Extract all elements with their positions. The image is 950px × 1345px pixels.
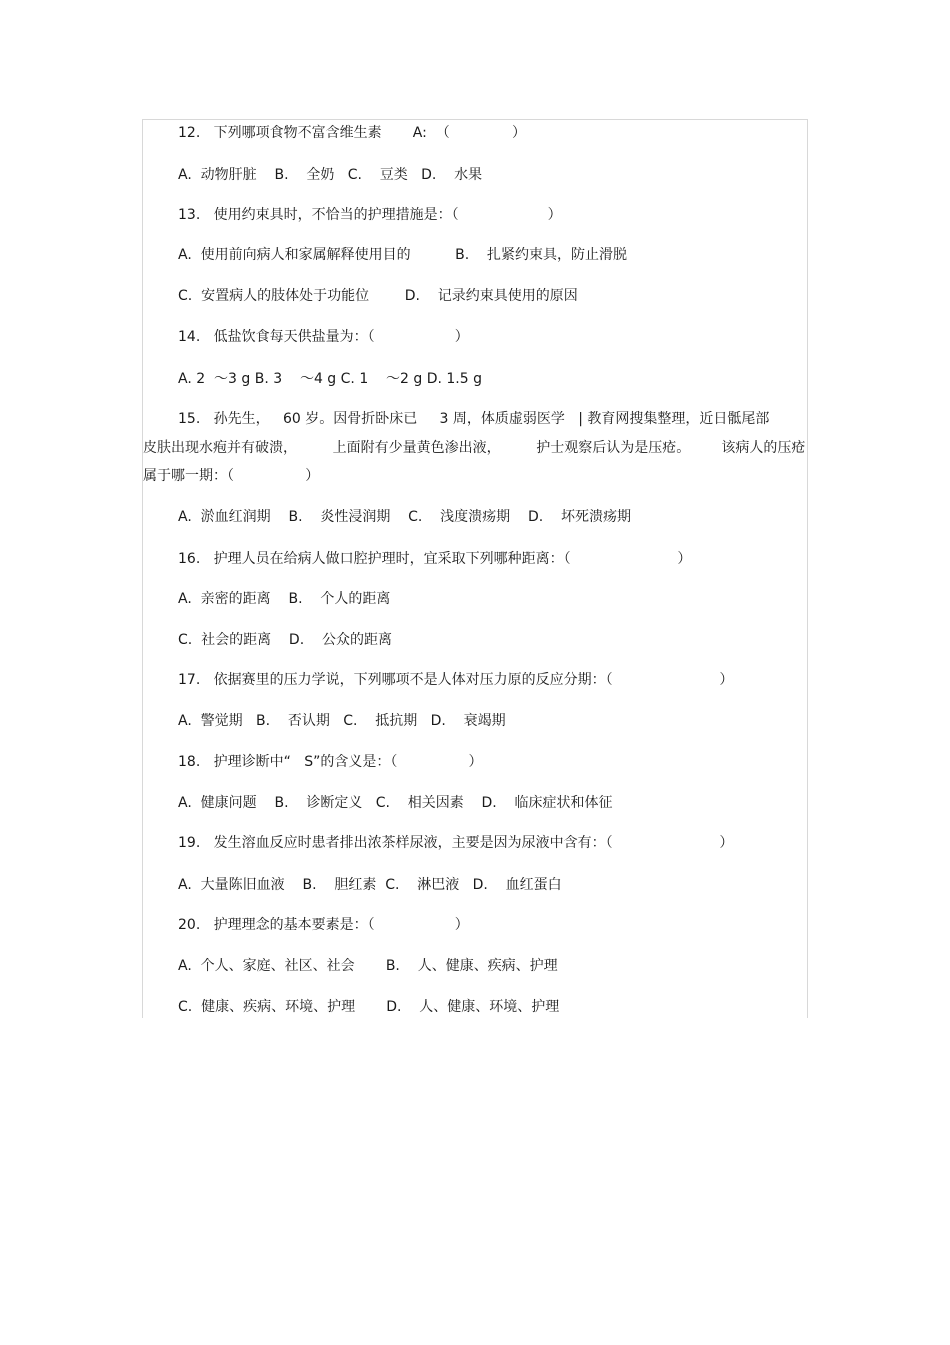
line-q12-options: A. 动物肝脏 B. 全奶 C. 豆类 D. 水果 — [178, 167, 483, 183]
line-q15-part3: 属于哪一期：（ ） — [143, 468, 320, 484]
line-q16: 16. 护理人员在给病人做口腔护理时，宜采取下列哪种距离：（ ） — [178, 551, 692, 567]
line-q17-options: A. 警觉期 B. 否认期 C. 抵抗期 D. 衰竭期 — [178, 713, 506, 729]
line-q13-options-ab: A. 使用前向病人和家属解释使用目的 B. 扎紧约束具，防止滑脱 — [178, 247, 628, 263]
line-q15-part2: 皮肤出现水疱并有破溃， 上面附有少量黄色渗出液， 护士观察后认为是压疮。 该病人的压疮 — [143, 440, 806, 456]
line-q20-options-ab: A. 个人、家庭、社区、社会 B. 人、健康、疾病、护理 — [178, 958, 558, 974]
line-q17: 17. 依据赛里的压力学说，下列哪项不是人体对压力原的反应分期：（ ） — [178, 672, 734, 688]
line-q15-part1: 15. 孙先生， 60 岁。因骨折卧床已 3 周，体质虚弱医学 | 教育网搜集整理，近日骶尾部 — [178, 411, 770, 427]
line-q16-options-cd: C. 社会的距离 D. 公众的距离 — [178, 632, 392, 648]
line-q18: 18. 护理诊断中“ S”的含义是：（ ） — [178, 754, 483, 770]
line-q16-options-ab: A. 亲密的距离 B. 个人的距离 — [178, 591, 391, 607]
line-q20: 20. 护理理念的基本要素是：（ ） — [178, 917, 469, 933]
line-q14: 14. 低盐饮食每天供盐量为：（ ） — [178, 329, 469, 345]
line-q18-options: A. 健康问题 B. 诊断定义 C. 相关因素 D. 临床症状和体征 — [178, 795, 613, 811]
line-q12: 12. 下列哪项食物不富含维生素 A: （ ） — [178, 125, 527, 141]
line-q13-options-cd: C. 安置病人的肢体处于功能位 D. 记录约束具使用的原因 — [178, 288, 578, 304]
line-q19: 19. 发生溶血反应时患者排出浓茶样尿液，主要是因为尿液中含有：（ ） — [178, 835, 734, 851]
line-q14-options: A. 2 ～3 g B. 3 ～4 g C. 1 ～2 g D. 1.5 g — [178, 371, 483, 387]
line-q15-options: A. 淤血红润期 B. 炎性浸润期 C. 浅度溃疡期 D. 坏死溃疡期 — [178, 509, 631, 525]
line-q13: 13. 使用约束具时，不恰当的护理措施是：（ ） — [178, 207, 562, 223]
line-q20-options-cd: C. 健康、疾病、环境、护理 D. 人、健康、环境、护理 — [178, 999, 560, 1015]
line-q19-options: A. 大量陈旧血液 B. 胆红素 C. 淋巴液 D. 血红蛋白 — [178, 877, 562, 893]
